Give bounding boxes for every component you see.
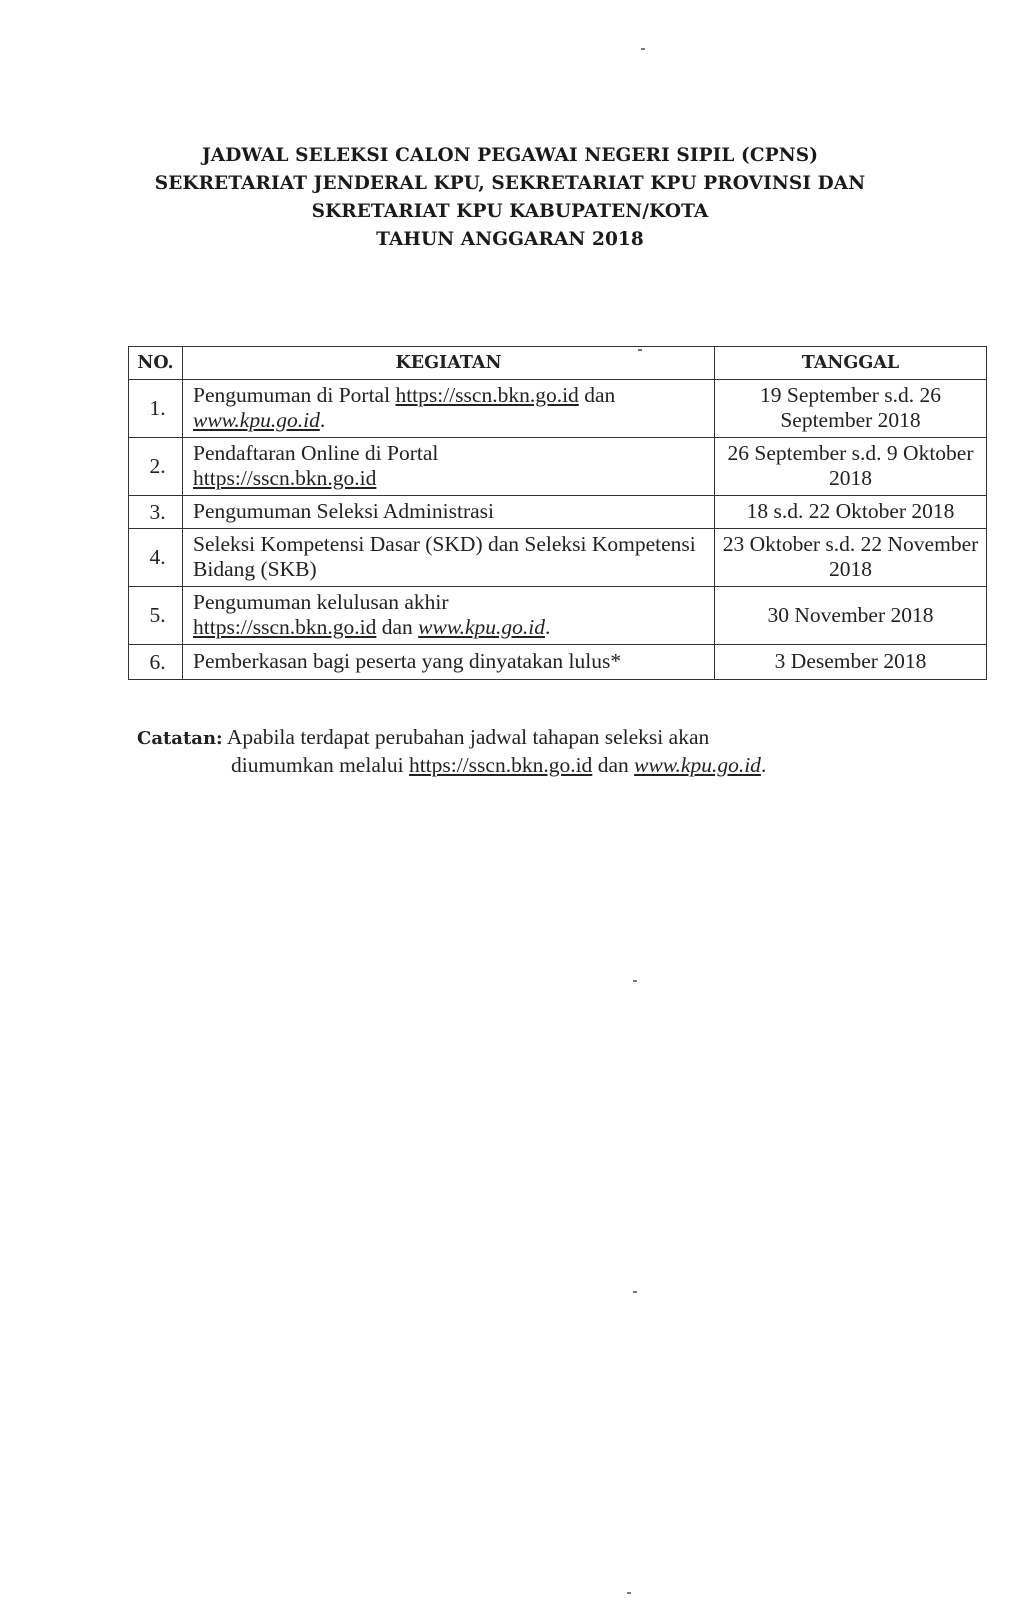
row-number: 3. [129, 496, 183, 529]
title-line-3: SKRETARIAT KPU KABUPATEN/KOTA [311, 201, 709, 222]
note-label: Catatan: [137, 728, 223, 749]
sscn-link[interactable]: https://sscn.bkn.go.id [408, 753, 593, 777]
table-row [129, 380, 987, 438]
table-row [129, 587, 987, 645]
row-number: 2. [129, 438, 183, 496]
note-line-1 [137, 724, 997, 752]
activity-text: dan [376, 615, 419, 639]
row-number: 4. [129, 529, 183, 587]
note-text: diumumkan melalui [231, 753, 409, 777]
header-no: NO. [129, 347, 183, 380]
note-text: . [760, 753, 767, 777]
row-number: 6. [129, 645, 183, 680]
header-activity: KEGIATAN [183, 347, 715, 380]
note-text: Apabila terdapat perubahan jadwal tahapan seleksi akan [226, 725, 710, 749]
scan-speck [633, 980, 637, 982]
note-text: dan [592, 753, 635, 777]
table-header-row [129, 347, 987, 380]
title-line-4: TAHUN ANGGARAN 2018 [376, 229, 644, 250]
kpu-link[interactable]: www.kpu.go.id [634, 753, 761, 777]
title-line-1: JADWAL SELEKSI CALON PEGAWAI NEGERI SIPIL (CPNS) [201, 145, 819, 166]
table-row [129, 529, 987, 587]
row-date: 19 September s.d. 26 September 2018 [715, 380, 987, 438]
table-row [129, 496, 987, 529]
activity-text: . [544, 615, 551, 639]
sscn-link[interactable]: https://sscn.bkn.go.id [395, 383, 579, 407]
row-activity: Seleksi Kompetensi Dasar (SKD) dan Seleksi Kompetensi Bidang (SKB) [183, 529, 715, 587]
row-activity: Pengumuman Seleksi Administrasi [183, 496, 715, 529]
activity-text: Pengumuman di Portal [193, 383, 396, 407]
title-line-2: SEKRETARIAT JENDERAL KPU, SEKRETARIAT KPU PROVINSI DAN [154, 173, 866, 194]
document-title [0, 142, 1020, 254]
row-activity [183, 380, 715, 438]
note-block [137, 724, 997, 778]
scan-speck [627, 1592, 631, 1594]
schedule-table [128, 346, 987, 680]
scan-speck [638, 349, 642, 351]
table-row [129, 645, 987, 680]
header-date: TANGGAL [715, 347, 987, 380]
kpu-link[interactable]: www.kpu.go.id [418, 615, 545, 639]
row-date: 3 Desember 2018 [715, 645, 987, 680]
activity-text: dan [578, 383, 616, 407]
sscn-link[interactable]: https://sscn.bkn.go.id [193, 466, 377, 490]
activity-text: Pendaftaran Online di Portal [193, 441, 439, 465]
row-activity [183, 587, 715, 645]
scan-speck [633, 1291, 637, 1293]
row-date: 26 September s.d. 9 Oktober 2018 [715, 438, 987, 496]
row-number: 1. [129, 380, 183, 438]
row-activity: Pemberkasan bagi peserta yang dinyatakan lulus* [183, 645, 715, 680]
kpu-link[interactable]: www.kpu.go.id [193, 408, 320, 432]
row-date: 18 s.d. 22 Oktober 2018 [715, 496, 987, 529]
table-row [129, 438, 987, 496]
activity-text: . [319, 408, 326, 432]
row-date: 23 Oktober s.d. 22 November 2018 [715, 529, 987, 587]
row-date: 30 November 2018 [715, 587, 987, 645]
scan-speck [641, 48, 645, 50]
row-number: 5. [129, 587, 183, 645]
note-line-2 [137, 752, 997, 778]
activity-text: Pengumuman kelulusan akhir [193, 590, 449, 614]
row-activity [183, 438, 715, 496]
sscn-link[interactable]: https://sscn.bkn.go.id [193, 615, 377, 639]
